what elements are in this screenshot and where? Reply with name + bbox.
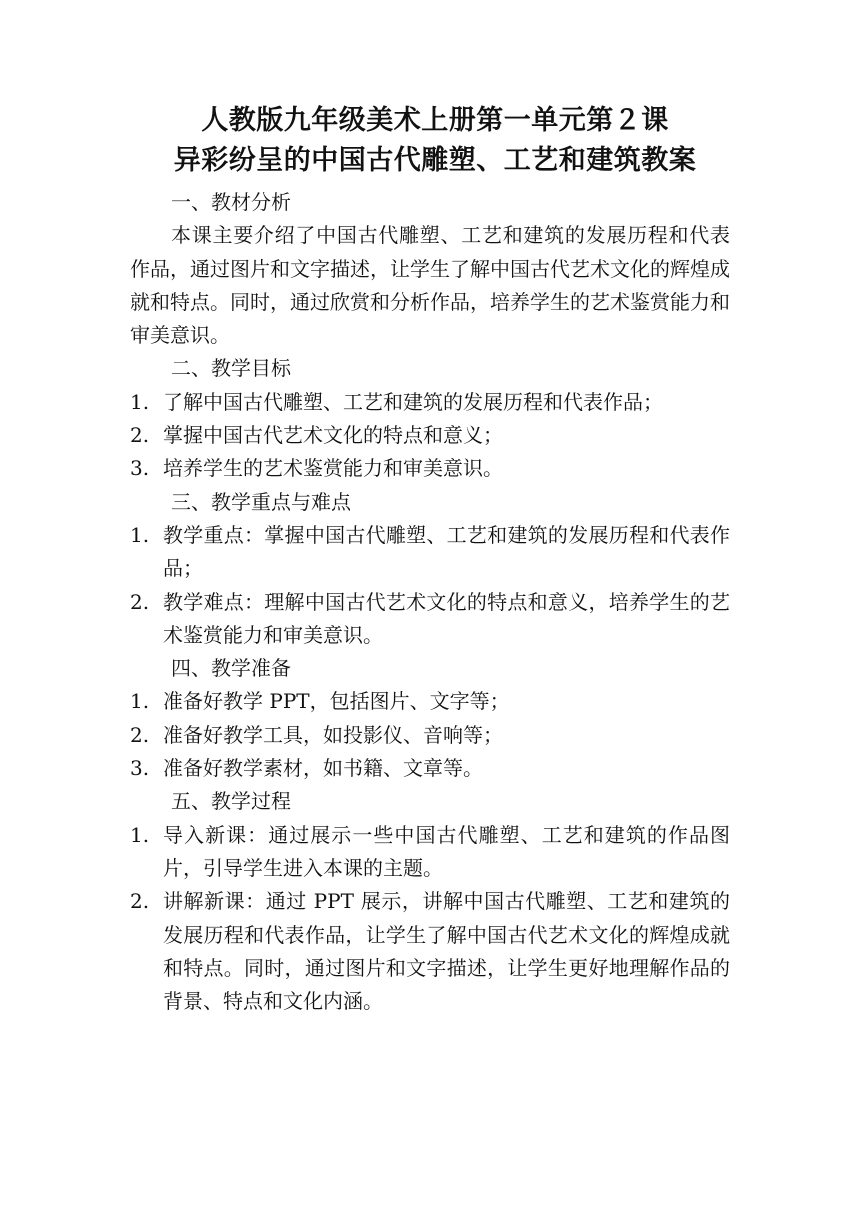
list-item: [130, 752, 730, 785]
list-item-text: 教学难点：理解中国古代艺术文化的特点和意义，培养学生的艺术鉴赏能力和审美意识。: [163, 589, 730, 647]
preparation-list: [130, 685, 730, 785]
list-item: [130, 419, 730, 452]
teaching-goals-list: [130, 386, 730, 486]
teaching-process-list: [130, 819, 730, 1019]
list-item-number: 2.: [130, 589, 150, 614]
list-item: [130, 519, 730, 586]
key-points-list: [130, 519, 730, 652]
document-body: [130, 186, 730, 1018]
list-item-number: 3.: [130, 756, 150, 781]
list-item-text: 准备好教学 PPT，包括图片、文字等；: [163, 689, 510, 714]
list-item: [130, 685, 730, 718]
list-item-number: 3.: [130, 456, 150, 481]
list-item-text: 掌握中国古代艺术文化的特点和意义；: [163, 423, 503, 448]
list-item-number: 1.: [130, 389, 150, 414]
list-item-number: 2.: [130, 423, 150, 448]
document-title-line-1: 人教版九年级美术上册第一单元第２课: [201, 105, 669, 136]
list-item: [130, 586, 730, 653]
list-item-text: 准备好教学工具，如投影仪、音响等；: [163, 722, 503, 747]
list-item-text: 准备好教学素材，如书籍、文章等。: [163, 756, 483, 781]
section-heading-key-points: 三、教学重点与难点: [171, 489, 351, 514]
section-heading-textbook-analysis: 一、教材分析: [171, 190, 291, 214]
list-item-number: 1.: [130, 689, 150, 714]
list-item-text: 培养学生的艺术鉴赏能力和审美意识。: [163, 456, 503, 481]
section-heading-teaching-process: 五、教学过程: [171, 789, 291, 814]
list-item: [130, 386, 730, 419]
list-item: [130, 819, 730, 886]
section-heading-teaching-goals: 二、教学目标: [171, 356, 291, 381]
list-item: [130, 885, 730, 1018]
list-item-text: 了解中国古代雕塑、工艺和建筑的发展历程和代表作品；: [163, 389, 663, 414]
document-title-line-2: 异彩纷呈的中国古代雕塑、工艺和建筑教案: [173, 145, 697, 176]
section-heading-preparation: 四、教学准备: [171, 656, 291, 681]
section-paragraph-textbook-analysis: 本课主要介绍了中国古代雕塑、工艺和建筑的发展历程和代表作品，通过图片和文字描述，让学生了解中国古代艺术文化的辉煌成就和特点。同时，通过欣赏和分析作品，培养学生的艺术鉴赏能力和审美意识。: [130, 223, 730, 348]
list-item-text: 教学重点：掌握中国古代雕塑、工艺和建筑的发展历程和代表作品；: [163, 522, 730, 581]
list-item: [130, 719, 730, 752]
list-item: [130, 452, 730, 485]
list-item-number: 1.: [130, 522, 150, 547]
list-item-text: 讲解新课：通过 PPT 展示，讲解中国古代雕塑、工艺和建筑的发展历程和代表作品，让学生了解中国古代艺术文化的辉煌成就和特点。同时，通过图片和文字描述，让学生更好地理解作品的背景、特点和文化内涵。: [163, 889, 730, 1014]
list-item-number: 2.: [130, 722, 150, 747]
list-item-number: 1.: [130, 822, 150, 847]
list-item-text: 导入新课：通过展示一些中国古代雕塑、工艺和建筑的作品图片，引导学生进入本课的主题。: [163, 822, 730, 880]
list-item-number: 2.: [130, 889, 150, 914]
